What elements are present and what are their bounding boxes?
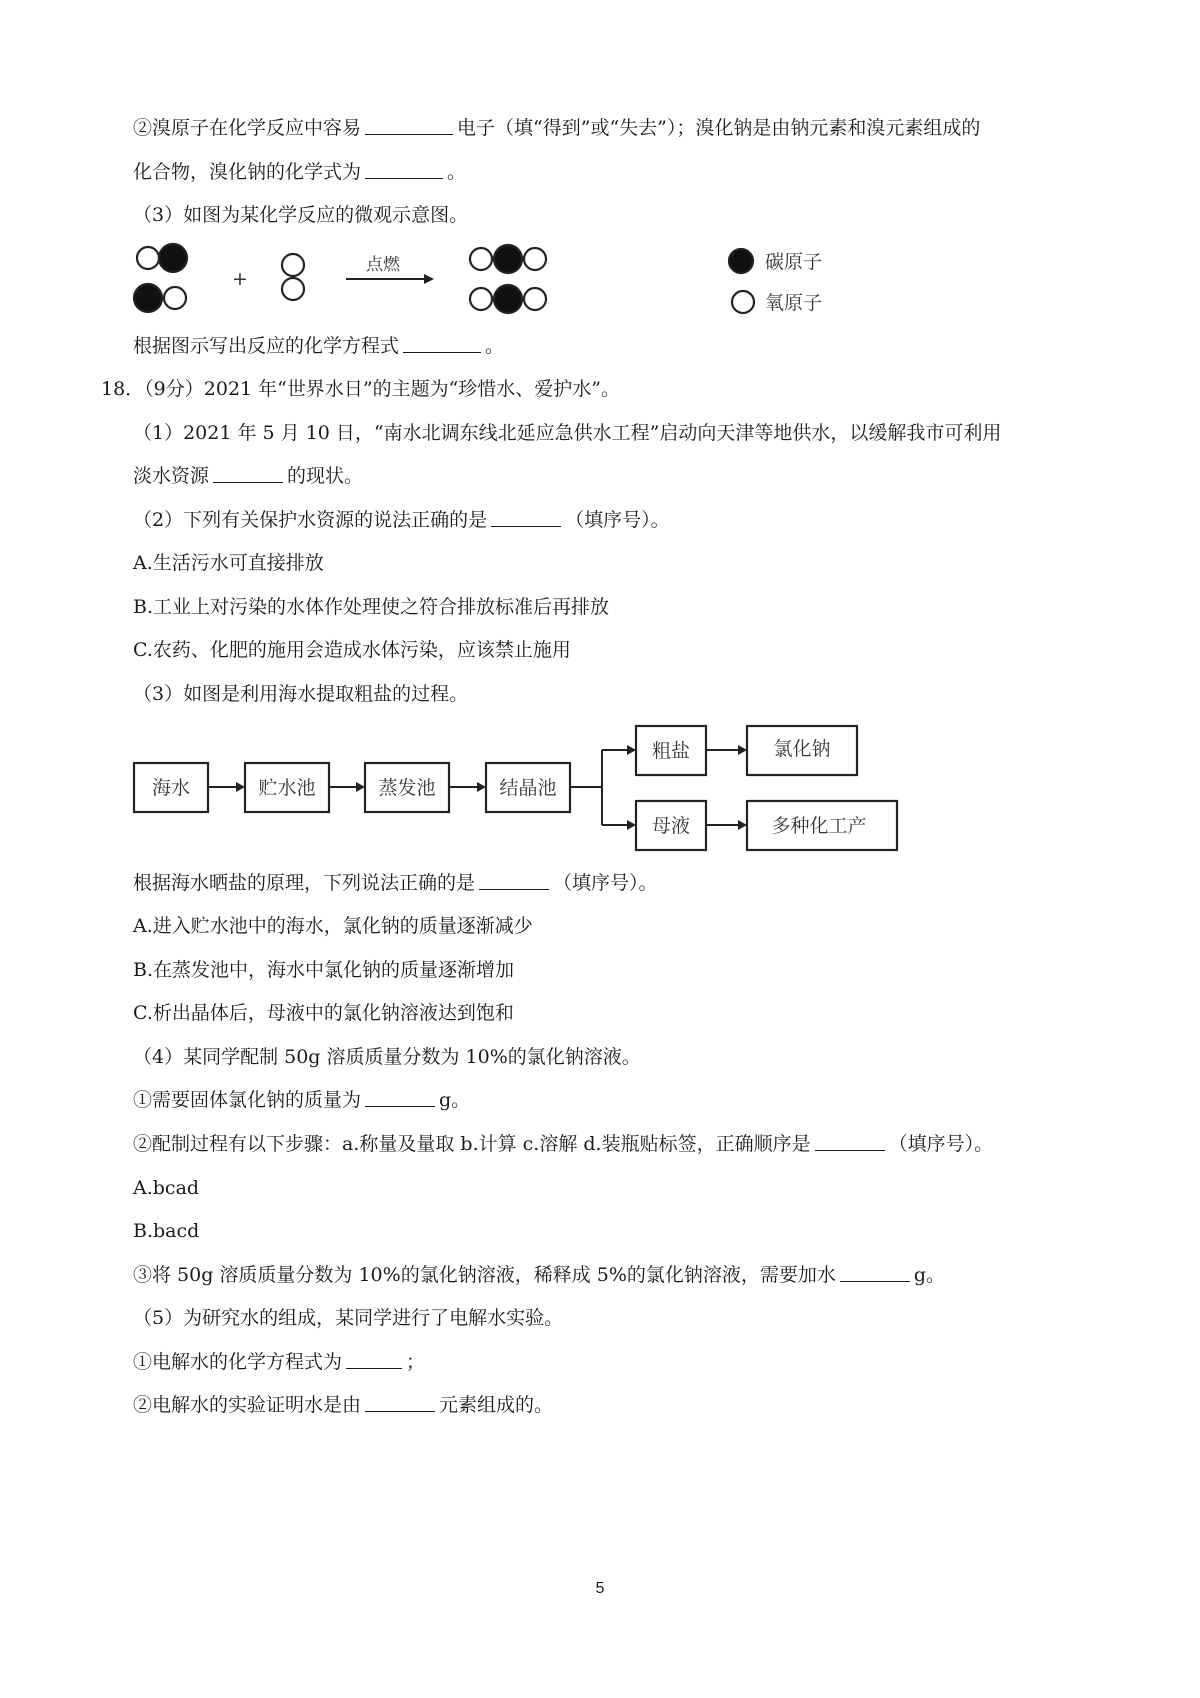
q18-4-2-text: ②配制过程有以下步骤：a.称量及量取 b.计算 c.溶解 d.装瓶贴标签，正确顺序是 xyxy=(133,1133,811,1155)
q18-header xyxy=(101,377,620,401)
q18-5-2-tail: 元素组成的。 xyxy=(439,1394,554,1416)
flow-evaporation-pool: 蒸发池 xyxy=(378,777,436,799)
q18-1-line2 xyxy=(133,464,363,488)
q18-2-prompt xyxy=(133,508,670,532)
q18-3-prompt xyxy=(133,682,468,706)
q18-4-prompt xyxy=(133,1045,641,1069)
period: 。 xyxy=(485,335,505,357)
q17-3-equation-line xyxy=(133,334,504,358)
q18-5-2 xyxy=(133,1393,553,1417)
flow-crystallization-pool: 结晶池 xyxy=(499,777,557,799)
legend-oxygen: 氧原子 xyxy=(765,292,823,314)
q18-2-text: （2）下列有关保护水资源的说法正确的是 xyxy=(133,509,488,531)
option-a xyxy=(133,551,324,575)
option-b-text: B.工业上对污染的水体作处理使之符合排放标准后再排放 xyxy=(133,596,610,618)
q18-4-2 xyxy=(133,1132,993,1156)
answer-blank[interactable] xyxy=(403,334,481,353)
q18-5-1-text: ①电解水的化学方程式为 xyxy=(133,1351,343,1373)
q17-2-text-cont: 电子（填“得到”或“失去”）；溴化钠是由钠元素和溴元素组成的 xyxy=(457,117,981,139)
q18-4-text: （4）某同学配制 50g 溶质质量分数为 10%的氯化钠溶液。 xyxy=(133,1046,641,1068)
q18-4-3-text: ③将 50g 溶质质量分数为 10%的氯化钠溶液，稀释成 5%的氯化钠溶液，需要加水 xyxy=(133,1264,836,1286)
unit-g: g。 xyxy=(913,1264,946,1286)
q18-1-text: （1）2021 年 5 月 10 日，“南水北调东线北延应急供水工程”启动向天津等地供水，以缓解我市可利用 xyxy=(133,422,1002,444)
q18-1-line1 xyxy=(133,421,1001,445)
answer-blank[interactable] xyxy=(365,1393,435,1412)
option-b-text: B.bacd xyxy=(133,1220,200,1242)
answer-blank[interactable] xyxy=(365,1088,435,1107)
flow-crude-salt: 粗盐 xyxy=(651,740,691,762)
q18-4-1-text: ①需要固体氯化钠的质量为 xyxy=(133,1089,362,1111)
option-c xyxy=(133,638,571,662)
q18-3-text: （3）如图是利用海水提取粗盐的过程。 xyxy=(133,683,469,705)
q18-title: 18．（9分）2021 年“世界水日”的主题为“珍惜水、爱护水”。 xyxy=(101,378,621,400)
q17-3-text: （3）如图为某化学反应的微观示意图。 xyxy=(133,204,469,226)
q18-3-hint: （填序号）。 xyxy=(553,872,658,894)
option-c xyxy=(133,1001,514,1025)
q18-4-2-hint: （填序号）。 xyxy=(888,1133,994,1155)
q17-2-text2: 化合物，溴化钠的化学式为 xyxy=(133,161,362,183)
semicolon: ； xyxy=(406,1351,426,1373)
flow-sodium-chloride: 氯化钠 xyxy=(773,738,831,760)
answer-blank[interactable] xyxy=(491,508,561,527)
q18-3-question xyxy=(133,871,658,895)
q18-5-prompt xyxy=(133,1306,563,1330)
q18-3-question-text: 根据海水晒盐的原理，下列说法正确的是 xyxy=(133,872,476,894)
answer-blank[interactable] xyxy=(479,871,549,890)
q18-2-hint: （填序号）。 xyxy=(565,509,670,531)
plus-sign: + xyxy=(232,268,248,290)
q17-2-text: ②溴原子在化学反应中容易 xyxy=(133,117,362,139)
q18-4-1 xyxy=(133,1088,470,1112)
option-a xyxy=(133,914,533,938)
option-c-text: C.析出晶体后，母液中的氯化钠溶液达到饱和 xyxy=(133,1002,514,1024)
option-b xyxy=(133,958,514,982)
answer-blank[interactable] xyxy=(840,1263,910,1282)
q18-5-1 xyxy=(133,1350,425,1374)
flow-mother-liquor: 母液 xyxy=(651,815,691,837)
option-a xyxy=(133,1176,199,1200)
q18-4-3 xyxy=(133,1263,945,1287)
option-b xyxy=(133,1219,199,1243)
option-b xyxy=(133,595,609,619)
q18-5-text: （5）为研究水的组成，某同学进行了电解水实验。 xyxy=(133,1307,564,1329)
answer-blank[interactable] xyxy=(346,1350,402,1369)
q18-5-2-text: ②电解水的实验证明水是由 xyxy=(133,1394,362,1416)
legend-carbon: 碳原子 xyxy=(765,251,823,273)
q18-1-text2: 淡水资源 xyxy=(133,465,210,487)
answer-blank[interactable] xyxy=(213,464,283,483)
reaction-condition: 点燃 xyxy=(366,255,400,275)
option-c-text: C.农药、化肥的施用会造成水体污染，应该禁止施用 xyxy=(133,639,571,661)
period: 。 xyxy=(447,161,467,183)
flow-seawater: 海水 xyxy=(151,777,191,799)
option-a-text: A.bcad xyxy=(133,1177,200,1199)
flow-chemical-products: 多种化工产 xyxy=(771,815,867,837)
q17-3-equation-text: 根据图示写出反应的化学方程式 xyxy=(133,335,400,357)
answer-blank[interactable] xyxy=(815,1132,885,1151)
option-a-text: A.进入贮水池中的海水，氯化钠的质量逐渐减少 xyxy=(133,915,533,937)
option-a-text: A.生活污水可直接排放 xyxy=(133,552,324,574)
flow-storage-pool: 贮水池 xyxy=(258,777,316,799)
option-b-text: B.在蒸发池中，海水中氯化钠的质量逐渐增加 xyxy=(133,959,515,981)
unit-g: g。 xyxy=(439,1089,471,1111)
page-number: 5 xyxy=(595,1580,605,1597)
q18-1-text3: 的现状。 xyxy=(287,465,364,487)
